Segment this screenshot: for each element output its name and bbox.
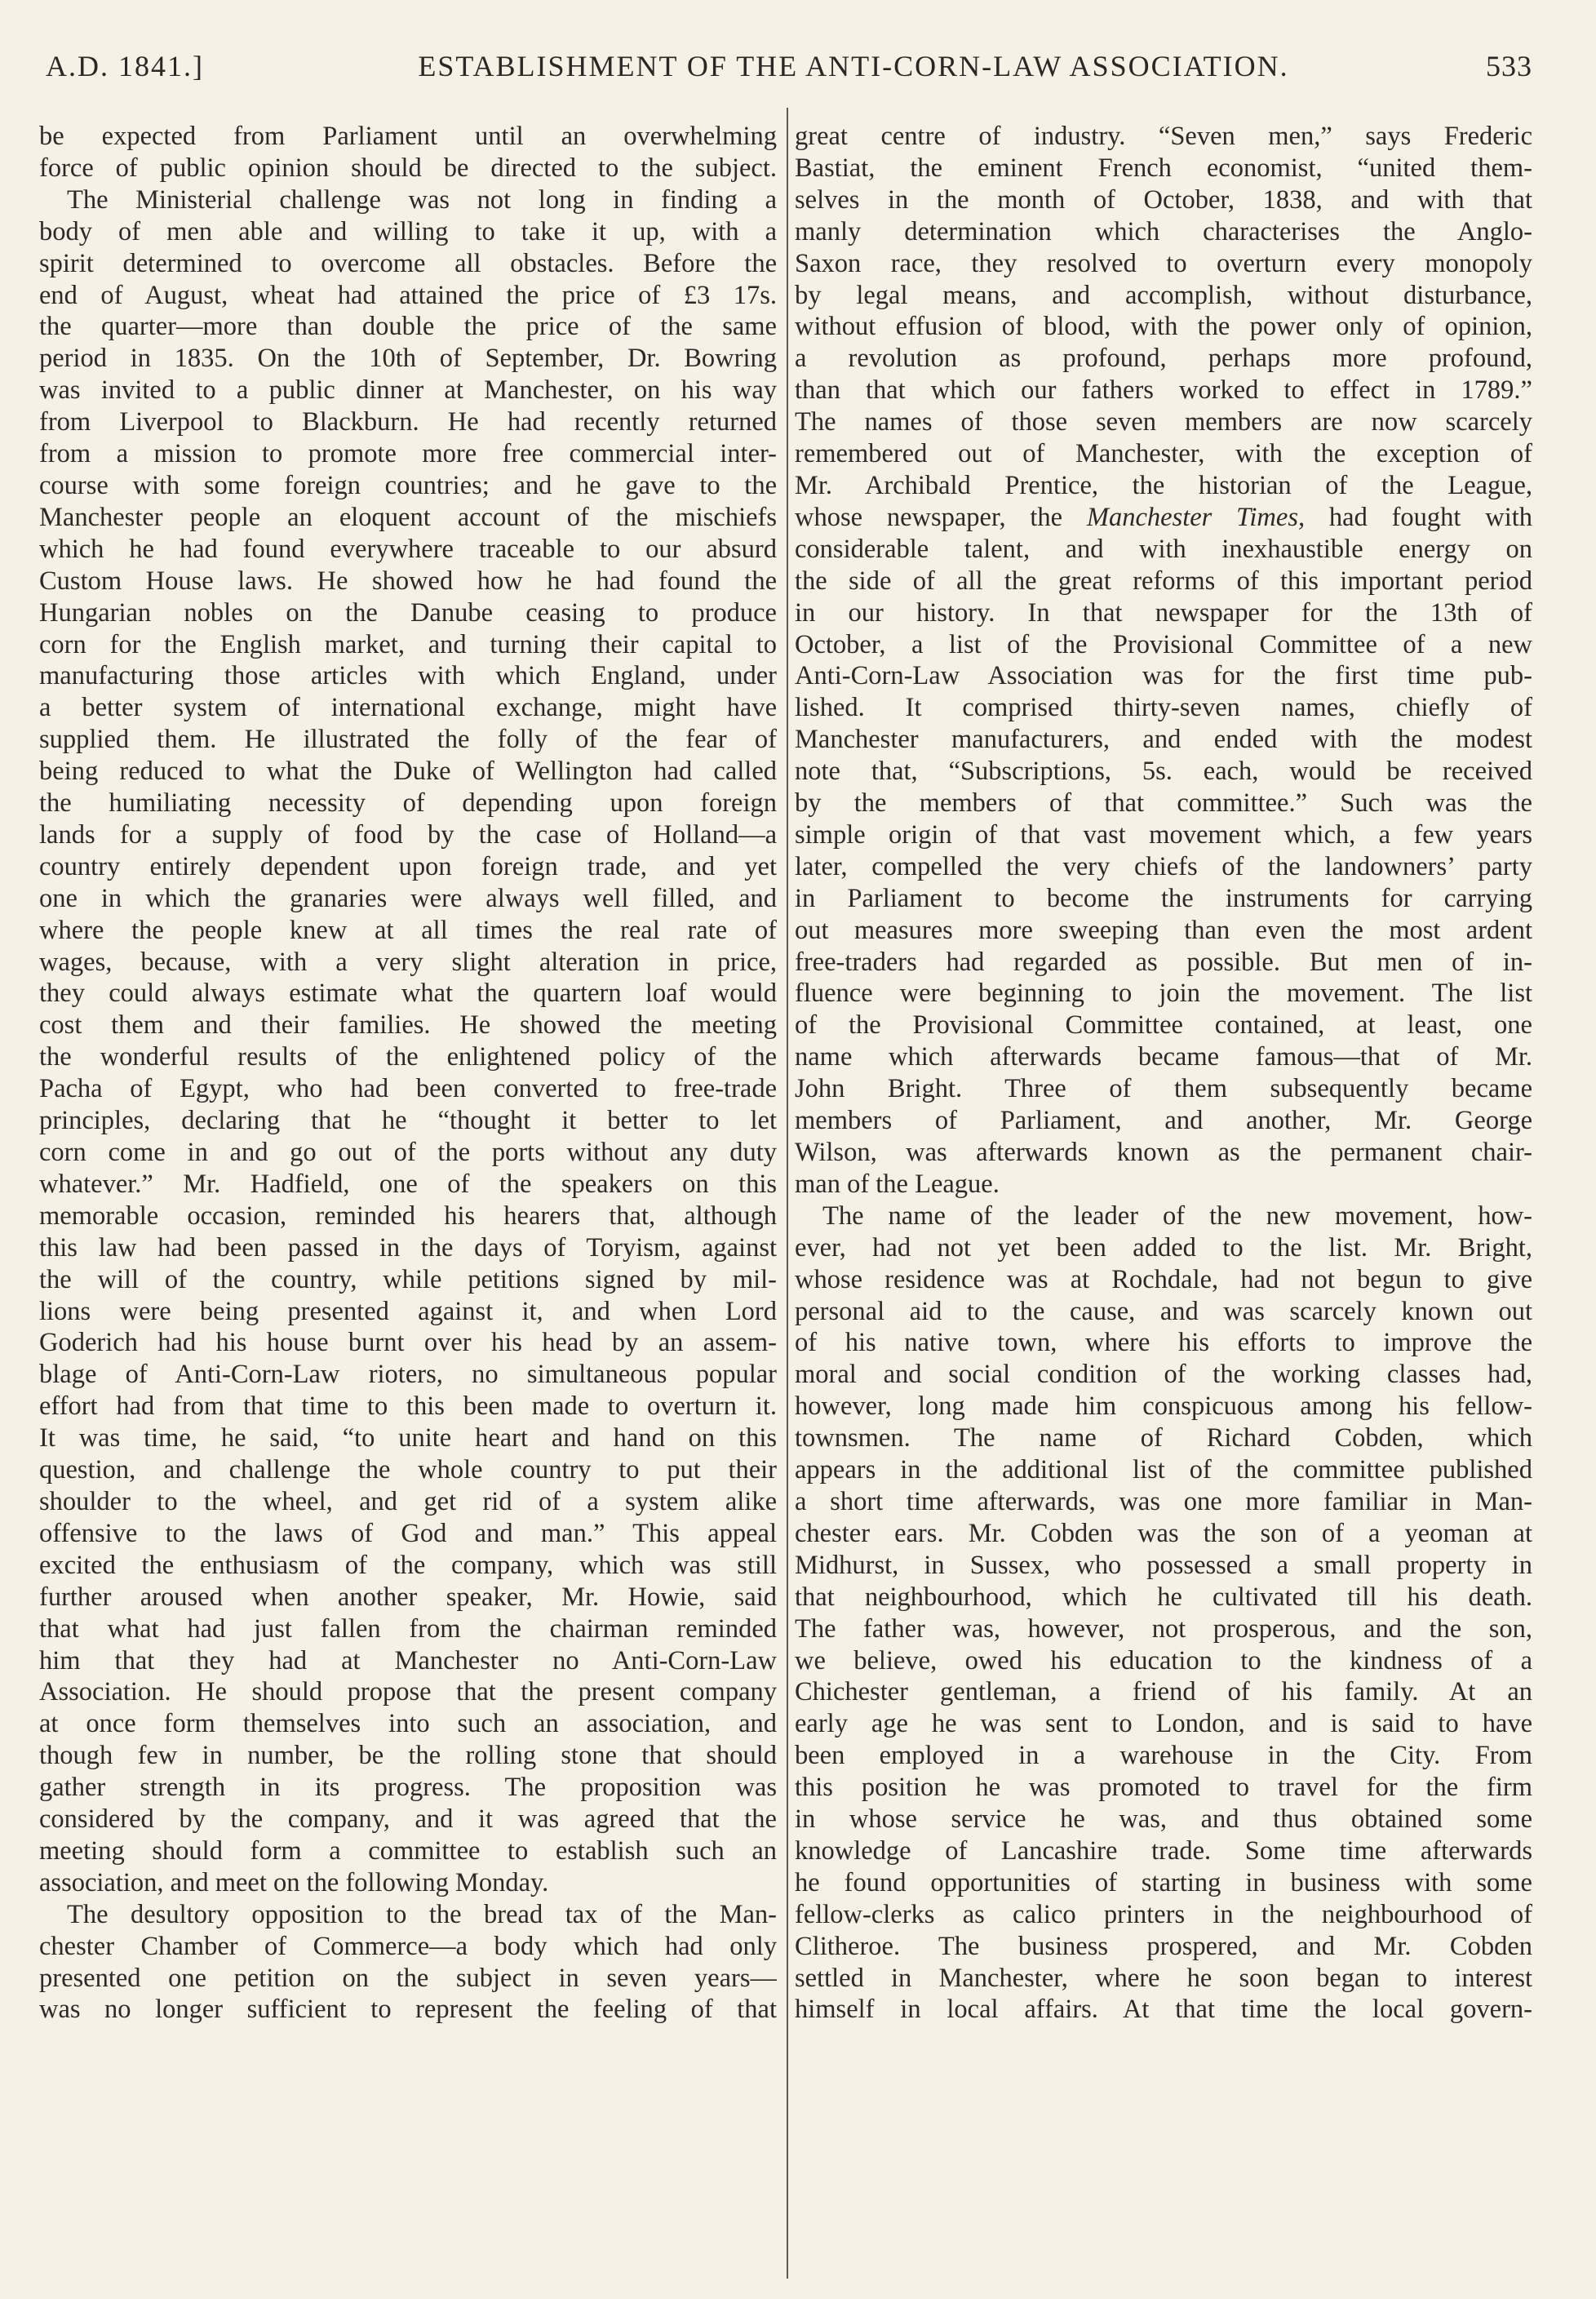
text-line: The names of those seven members are now scarcely [795, 407, 1532, 437]
text-line: association, and meet on the following Monday. [39, 1867, 549, 1897]
text-line: later, compelled the very chiefs of the landowners’ party [795, 851, 1532, 881]
text-line: memorable occasion, reminded his hearers that, although [39, 1201, 777, 1231]
text-line: in our history. In that newspaper for the 13th of [795, 597, 1532, 628]
text-line: was invited to a public dinner at Manchester, on his way [39, 375, 777, 406]
text-line: John Bright. Three of them subsequently became [795, 1074, 1532, 1104]
page-number: 533 [1486, 50, 1532, 82]
text-line: corn come in and go out of the ports without any duty [39, 1138, 777, 1167]
header-title: ESTABLISHMENT OF THE ANTI-CORN-LAW ASSOCIATION. [418, 50, 1289, 82]
text-line: ever, had not yet been added to the list. Mr. Bright, [795, 1232, 1532, 1263]
text-line: fellow-clerks as calico printers in the neighbourhood of [795, 1899, 1532, 1929]
text-line: at once form themselves into such an association, and [39, 1709, 777, 1739]
text-line: course with some foreign countries; and he gave to the [39, 470, 777, 500]
text-line: a short time afterwards, was one more familiar in Man- [795, 1486, 1532, 1516]
text-line: though few in number, be the rolling stone that should [39, 1741, 777, 1771]
running-head [46, 49, 1532, 96]
text-line: appears in the additional list of the committee published [795, 1455, 1532, 1485]
text-line: remembered out of Manchester, with the exception of [795, 439, 1532, 469]
text-line: Midhurst, in Sussex, who possessed a small property in [795, 1550, 1532, 1580]
text-line: The father was, however, not prosperous, and the son, [795, 1613, 1532, 1644]
text-line: country entirely dependent upon foreign trade, and yet [39, 851, 777, 881]
text-line: The name of the leader of the new movement, how- [822, 1201, 1532, 1231]
text-line: body of men able and willing to take it up, with a [39, 216, 777, 246]
text-line: question, and challenge the whole country to put their [39, 1455, 777, 1485]
text-line: whatever.” Mr. Hadfield, one of the speakers on this [39, 1169, 777, 1199]
header-date: A.D. 1841.] [46, 50, 204, 82]
text-line: was no longer sufficient to represent the feeling of that [39, 1995, 777, 2025]
text-line: they could always estimate what the quartern loaf would [39, 979, 777, 1009]
text-line: cost them and their families. He showed the meeting [39, 1010, 777, 1041]
text-line: considered by the company, and it was agreed that the [39, 1804, 777, 1835]
text-line: by legal means, and accomplish, without disturbance, [795, 280, 1532, 310]
text-line: supplied them. He illustrated the folly of the fear of [39, 725, 777, 755]
text-line: meeting should form a committee to establish such an [39, 1835, 777, 1866]
text-line: members of Parliament, and another, Mr. George [795, 1106, 1532, 1136]
right-column [795, 121, 1532, 2275]
text-line: effort had from that time to this been made to overturn it. [39, 1391, 777, 1422]
left-column [39, 121, 777, 2275]
text-line: a better system of international exchange, might have [39, 693, 777, 723]
text-line: fluence were beginning to join the movement. The list [795, 979, 1532, 1009]
text-line: The desultory opposition to the bread tax of the Man- [67, 1899, 777, 1929]
text-line: this position he was promoted to travel for the firm [795, 1773, 1532, 1803]
text-line: great centre of industry. “Seven men,” says Frederic [795, 122, 1532, 151]
text-line: simple origin of that vast movement which, a few years [795, 819, 1532, 850]
text-line: free-traders had regarded as possible. But men of in- [795, 947, 1532, 977]
text-line: the humiliating necessity of depending upon foreign [39, 788, 777, 819]
text-line: out measures more sweeping than even the most ardent [795, 915, 1532, 945]
text-line: being reduced to what the Duke of Wellington had called [39, 757, 777, 787]
text-line: selves in the month of October, 1838, and with that [795, 184, 1532, 215]
text-line: that neighbourhood, which he cultivated till his death. [795, 1582, 1532, 1612]
text-line: Custom House laws. He showed how he had found the [39, 566, 777, 596]
text-line: Clitheroe. The business prospered, and Mr. Cobden [795, 1931, 1532, 1961]
column-divider [787, 108, 788, 2279]
text-line: The Ministerial challenge was not long in finding a [67, 184, 777, 215]
text-line: Saxon race, they resolved to overturn every monopoly [795, 248, 1532, 278]
text-line: the side of all the great reforms of this important period [795, 566, 1532, 596]
text-line: of the Provisional Committee contained, at least, one [795, 1010, 1532, 1041]
text-line: Manchester people an eloquent account of the mischiefs [39, 502, 777, 532]
text-line: considerable talent, and with inexhaustible energy on [795, 534, 1532, 564]
text-line: period in 1835. On the 10th of September, Dr. Bowring [39, 344, 777, 374]
text-line: knowledge of Lancashire trade. Some time afterwards [795, 1835, 1532, 1866]
text-line: principles, declaring that he “thought it better to let [39, 1106, 777, 1136]
text-line: whose newspaper, the Manchester Times, had fought with [795, 502, 1532, 532]
text-line: in whose service he was, and thus obtained some [795, 1804, 1532, 1835]
text-line: wages, because, with a very slight alteration in price, [39, 947, 777, 977]
text-line: the will of the country, while petitions signed by mil- [39, 1264, 777, 1294]
text-line: Bastiat, the eminent French economist, “united them- [795, 153, 1532, 183]
text-line: gather strength in its progress. The proposition was [39, 1773, 777, 1803]
text-line: Pacha of Egypt, who had been converted to free-trade [39, 1074, 777, 1104]
text-line: in Parliament to become the instruments for carrying [795, 883, 1532, 913]
text-line: whose residence was at Rochdale, had not begun to give [795, 1264, 1532, 1294]
text-line: where the people knew at all times the real rate of [39, 915, 777, 945]
text-line: presented one petition on the subject in seven years— [39, 1963, 777, 1993]
text-line: he found opportunities of starting in business with some [795, 1867, 1532, 1897]
text-line: offensive to the laws of God and man.” This appeal [39, 1518, 777, 1548]
text-line: of his native town, where his efforts to improve the [795, 1328, 1532, 1358]
text-line: corn for the English market, and turning their capital to [39, 629, 777, 659]
text-line: without effusion of blood, with the power only of opinion, [795, 312, 1532, 342]
text-line: one in which the granaries were always well filled, and [39, 883, 777, 913]
text-line: early age he was sent to London, and is said to have [795, 1709, 1532, 1739]
text-line: we believe, owed his education to the kindness of a [795, 1645, 1532, 1675]
text-line: lished. It comprised thirty-seven names, chiefly of [795, 693, 1532, 723]
text-line: than that which our fathers worked to effect in 1789.” [795, 375, 1532, 406]
text-line: the quarter—more than double the price of the same [39, 312, 777, 342]
text-line: by the members of that committee.” Such was the [795, 788, 1532, 819]
text-line: himself in local affairs. At that time the local govern- [795, 1995, 1532, 2025]
text-line: spirit determined to overcome all obstacles. Before the [39, 248, 777, 278]
text-line: personal aid to the cause, and was scarcely known out [795, 1296, 1532, 1326]
text-line: moral and social condition of the working classes had, [795, 1360, 1532, 1390]
text-line: which he had found everywhere traceable to our absurd [39, 534, 777, 564]
text-line: chester ears. Mr. Cobden was the son of a yeoman at [795, 1518, 1532, 1548]
text-line: from Liverpool to Blackburn. He had recently returned [39, 407, 777, 437]
text-line: a revolution as profound, perhaps more profound, [795, 344, 1532, 374]
text-line: chester Chamber of Commerce—a body which had only [39, 1931, 777, 1961]
text-line: end of August, wheat had attained the price of £3 17s. [39, 280, 777, 310]
text-line: Anti-Corn-Law Association was for the first time pub- [795, 661, 1532, 691]
text-line: note that, “Subscriptions, 5s. each, would be received [795, 757, 1532, 787]
text-line: excited the enthusiasm of the company, which was still [39, 1550, 777, 1580]
text-line: from a mission to promote more free commercial inter- [39, 439, 777, 469]
text-line: name which afterwards became famous—that of Mr. [795, 1042, 1532, 1072]
text-line: October, a list of the Provisional Committee of a new [795, 629, 1532, 659]
text-line: townsmen. The name of Richard Cobden, which [795, 1423, 1532, 1454]
text-line: Hungarian nobles on the Danube ceasing to produce [39, 597, 777, 628]
text-line: him that they had at Manchester no Anti-Corn-Law [39, 1645, 777, 1675]
text-line: blage of Anti-Corn-Law rioters, no simultaneous popular [39, 1360, 777, 1390]
text-line: man of the League. [795, 1169, 1000, 1199]
text-line: settled in Manchester, where he soon began to interest [795, 1963, 1532, 1993]
text-line: It was time, he said, “to unite heart and hand on this [39, 1423, 777, 1454]
text-line: manly determination which characterises the Anglo- [795, 216, 1532, 246]
text-line: the wonderful results of the enlightened policy of the [39, 1042, 777, 1072]
text-line: that what had just fallen from the chairman reminded [39, 1613, 777, 1644]
text-line: this law had been passed in the days of Toryism, against [39, 1232, 777, 1263]
text-line: lands for a supply of food by the case of Holland—a [39, 819, 777, 850]
text-line: however, long made him conspicuous among his fellow- [795, 1391, 1532, 1422]
text-line: force of public opinion should be directed to the subject. [39, 153, 777, 183]
text-line: be expected from Parliament until an overwhelming [39, 122, 777, 151]
text-line: Mr. Archibald Prentice, the historian of the League, [795, 470, 1532, 500]
text-line: Chichester gentleman, a friend of his family. At an [795, 1677, 1532, 1707]
text-line: Manchester manufacturers, and ended with the modest [795, 725, 1532, 755]
text-line: manufacturing those articles with which England, under [39, 661, 777, 691]
text-line: shoulder to the wheel, and get rid of a system alike [39, 1486, 777, 1516]
text-line: further aroused when another speaker, Mr. Howie, said [39, 1582, 777, 1612]
text-line: lions were being presented against it, and when Lord [39, 1296, 777, 1326]
text-line: Wilson, was afterwards known as the permanent chair- [795, 1138, 1532, 1167]
text-line: Association. He should propose that the present company [39, 1677, 777, 1707]
text-line: Goderich had his house burnt over his head by an assem- [39, 1328, 777, 1358]
text-line: been employed in a warehouse in the City. From [795, 1741, 1532, 1771]
